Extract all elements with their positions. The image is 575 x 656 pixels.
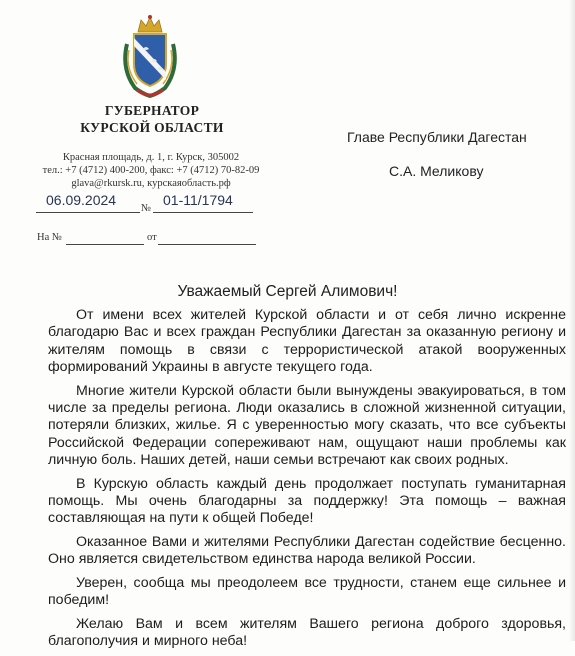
org-phones: тел.: +7 (4712) 400-200, факс: +7 (4712) 70-82-09 — [42, 165, 260, 176]
letter-paragraph: Многие жители Курской области были вынуждены эвакуироваться, в том числе за пределы региона. Люди оказались в сложной жизненной ситуации, потеряли близких, жилье. Я с уверенностью могу сказать, что все субъекты Российской Федерации сопереживают нам, ощущают наши проблемы как личную боль. Наших детей, наши семьи встречают как своих родных. — [48, 382, 566, 469]
ref-from-underline — [158, 244, 256, 245]
ref-from-label: от — [147, 232, 157, 243]
number-sign: № — [141, 203, 152, 214]
ref-number-label: На № — [37, 232, 62, 243]
number-underline — [153, 212, 253, 213]
letter-paragraph: Желаю Вам и всем жителям Вашего региона доброго здоровья, благополучия и мирного неба! — [48, 615, 566, 649]
letter-paragraph: Оказанное Вами и жителями Республики Дагестан содействие бесценно. Оно является свидетельством единства народа великой России. — [48, 533, 566, 568]
letter-paragraph: В Курскую область каждый день продолжает поступать гуманитарная помощь. Мы очень благодарны за поддержку! Эта помощь – важная составляющая на пути к общей Победе! — [48, 475, 566, 527]
org-title-line2: КУРСКОЙ ОБЛАСТИ — [80, 120, 224, 135]
ref-number-underline — [66, 244, 144, 245]
org-address: Красная площадь, д. 1, г. Курск, 305002 — [62, 152, 240, 163]
org-title-line1: ГУБЕРНАТОР — [104, 103, 200, 118]
coat-of-arms-emblem — [117, 14, 183, 98]
addressee-title: Главе Республики Дагестан — [347, 129, 527, 145]
addressee-name: С.А. Меликову — [389, 163, 484, 179]
org-email: glava@rkursk.ru, курскаяобласть.рф — [71, 178, 231, 189]
page-edge-shadow — [569, 0, 575, 641]
letter-paragraph: Уверен, сообща мы преодолеем все трудности, станем еще сильнее и победим! — [48, 574, 566, 609]
letter-greeting: Уважаемый Сергей Алимович! — [177, 283, 398, 300]
letter-body — [48, 307, 566, 656]
date-underline — [36, 212, 140, 213]
letter-paragraph: От имени всех жителей Курской области и от себя лично искренне благодарю Вас и всех граждан Республики Дагестан за оказанную региону и жителям помощь в связи с террористической атакой вооруженных формирований Украины в августе текущего года. — [48, 307, 566, 376]
letter-date: 06.09.2024 — [46, 192, 117, 208]
letter-number: 01-11/1794 — [163, 192, 233, 208]
